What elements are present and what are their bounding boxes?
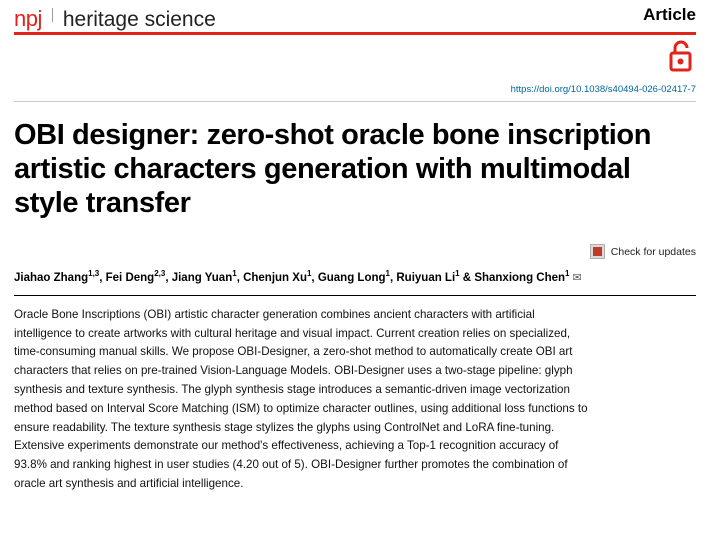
author-name: Ruiyuan Li: [396, 272, 456, 285]
author-affiliation-marker: 1: [385, 269, 390, 279]
author-name: Jiang Yuan: [171, 272, 233, 285]
author-name: Shanxiong Chen: [474, 272, 566, 285]
author-affiliation-marker: 2,3: [154, 269, 166, 279]
masthead-divider: [52, 8, 53, 22]
header-separator: [14, 101, 696, 102]
article-type-label: Article: [643, 5, 696, 24]
author-affiliation-marker: 1: [306, 269, 312, 279]
open-access-row: [0, 35, 710, 79]
author-name: Jiahao Zhang: [14, 272, 89, 285]
page-title: OBI designer: zero-shot oracle bone inscription artistic characters generation with multimodal style transfer: [14, 119, 652, 220]
open-access-lock-icon: [668, 39, 694, 73]
doi-link[interactable]: https://doi.org/10.1038/s40494-026-02417-7: [510, 84, 696, 95]
check-for-updates-label: Check for updates: [610, 245, 696, 258]
journal-name: heritage science: [62, 8, 216, 31]
author-list: [14, 269, 696, 287]
journal-brand: npj: [14, 6, 42, 31]
author-name: Chenjun Xu: [243, 272, 307, 285]
author-affiliation-marker: 1: [455, 269, 460, 279]
envelope-icon: ✉: [569, 272, 582, 285]
author-affiliation-marker: 1: [565, 269, 570, 279]
author-name: Guang Long: [317, 272, 386, 285]
check-for-updates[interactable]: [14, 243, 696, 261]
author-names: Jiahao Zhang$^{1,3}$, Fei Deng$^{2,3}$, Jiang Yuan$^1$, Chenjun Xu$^1$, Guang Long$^1$, Ruiyuan Li$^1$ & Shanxiong Chen$^1$ ✉: [14, 269, 582, 285]
crossmark-badge-icon: [590, 244, 605, 259]
author-name: Fei Deng: [105, 272, 155, 285]
abstract-top-rule: [14, 295, 696, 296]
author-affiliation-marker: 1,3: [88, 269, 100, 279]
abstract-text: Oracle Bone Inscriptions (OBI) artistic character generation combines ancient characters with artificial intelligence to create artworks with cultural heritage and visual impact. Current creation relies on specialized, time-consuming manual skills. We propose OBI-Designer, a zero-shot method to automatically create OBI art characters that relies on pre-trained Vision-Language Models. OBI-Designer uses a two-stage pipeline: glyph synthesis and texture synthesis. The glyph synthesis stage introduces a semantic-driven image vectorization method based on Interval Score Matching (ISM) to optimize character outlines, using additional loss functions to ensure readability. The texture synthesis stage stylizes the glyphs using ControlNet and LoRA fine-tuning. Extensive experiments demonstrate our method's effectiveness, achieving a Top-1 recognition accuracy of 93.8% and ranking highest in user studies (4.20 out of 5). OBI-Designer further promotes the combination of oracle art synthesis and artificial intelligence.: [14, 307, 588, 490]
masthead: [0, 0, 710, 30]
doi-row: [0, 79, 710, 95]
author-affiliation-marker: 1: [232, 269, 237, 279]
